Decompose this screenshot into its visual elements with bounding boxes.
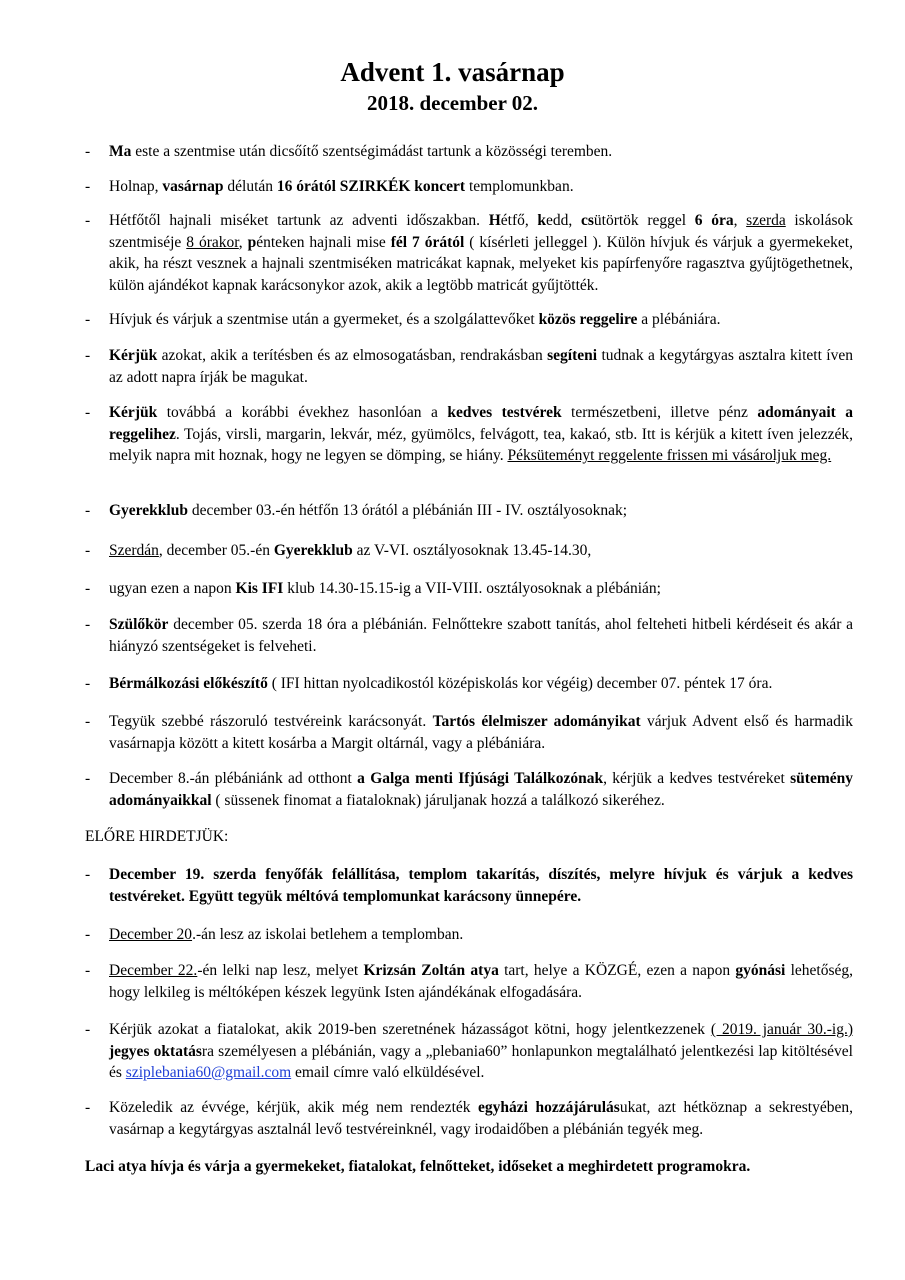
announcement-item: - Szerdán, december 05.-én Gyerekklub az V-VI. osztályosoknak 13.45-14.30, xyxy=(85,542,592,559)
announcement-item: - Ma este a szentmise után dicsőítő szentségimádást tartunk a közösségi teremben. xyxy=(85,143,613,160)
text-segment: ( IFI hittan nyolcadikostól középiskolás kor végéig) december 07. péntek 17 óra. xyxy=(267,675,773,692)
text-segment: étfő, xyxy=(500,212,538,229)
text-segment: December 19. szerda fenyőfák felállítása, templom takarítás, díszítés, melyre hívjuk és várjuk a kedves testvéreket. Együtt tegyük méltóvá templomunkat karácsony ünnepére. xyxy=(109,866,853,905)
announcement-item: - Kérjük továbbá a korábbi évekhez hasonlóan a kedves testvérek természetbeni, illetve pénz adományait a reggelihez. Tojás, virsli, margarin, lekvár, méz, gyümölcs, felvágott, tea, kakaó, stb. Itt is kérjük a kitett íven jelezzék, melyik napra mit hoznak, hogy ne legyen se dömping, se hiány. Péksüteményt reggelente frissen mi vásároljuk meg. xyxy=(85,404,854,464)
text-segment: ütörtök reggel xyxy=(593,212,695,229)
text-segment: Kérjük xyxy=(109,404,158,421)
page-title: Advent 1. vasárnap xyxy=(340,57,565,87)
text-segment: Hétfőtől hajnali miséket tartunk az adventi időszakban. xyxy=(109,212,489,229)
text-segment: énteken hajnali mise xyxy=(256,233,391,251)
text-segment: Bérmálkozási előkészítő xyxy=(109,675,268,692)
text-segment: kedves testvérek xyxy=(447,404,562,421)
upcoming-item: - December 19. szerda fenyőfák felállítása, templom takarítás, díszítés, melyre hívjuk és várjuk a kedves testvéreket. Együtt tegyük méltóvá templomunkat karácsony ünnepére. xyxy=(85,866,853,905)
text-segment: a plébániára. xyxy=(637,311,721,328)
text-segment: H xyxy=(488,212,501,229)
text-segment: cs xyxy=(580,212,594,229)
text-segment: Szerdán xyxy=(109,542,159,559)
text-segment: , xyxy=(733,212,747,229)
text-segment: Közeledik az évvége, kérjük, akik még nem rendezték xyxy=(109,1099,479,1116)
text-segment: azokat, akik a terítésben és az elmosogatásban, rendrakásban xyxy=(157,347,548,364)
text-segment: vasárnap xyxy=(162,178,224,195)
text-segment: este a szentmise után dicsőítő szentségimádást tartunk a közösségi teremben. xyxy=(131,143,613,160)
text-segment: Péksüteményt reggelente frissen mi vásároljuk meg. xyxy=(507,447,832,464)
text-segment: segíteni xyxy=(547,347,598,364)
text-segment: továbbá a korábbi évekhez hasonlóan a xyxy=(157,404,448,421)
text-segment: -én lelki nap lesz, melyet xyxy=(197,962,364,979)
text-segment: December 20 xyxy=(109,926,193,943)
announcement-item: - Holnap, vasárnap délután 16 órától SZIRKÉK koncert templomunkban. xyxy=(85,178,574,195)
text-segment: . Tojás, virsli, margarin, lekvár, méz, gyümölcs, felvágott, tea, kakaó, stb. Itt is kérjük a kitett íven jelezzék, melyik napra mit hoznak, hogy ne legyen se dömping, se hiány. xyxy=(109,425,853,464)
announcement-item: - ugyan ezen a napon Kis IFI klub 14.30-15.15-ig a VII-VIII. osztályosoknak a plébánián; xyxy=(85,580,661,597)
text-segment: ukat, azt hétköznap a sekrestyében, vasárnap a kegytárgyas asztalnál levő testvéreinknél, vagy irodaidőben a plébánián tegyék meg. xyxy=(109,1099,853,1138)
announcement-item: - Gyerekklub december 03.-én hétfőn 13 órától a plébánián III - IV. osztályosoknak; xyxy=(85,502,628,519)
text-segment: iskolások szentmiséje xyxy=(109,212,853,251)
upcoming-item: - December 22.-én lelki nap lesz, melyet Krizsán Zoltán atya tart, helye a KÖZGÉ, ezen a napon gyónási lehetőség, hogy lelkileg is méltóképen készek legyünk Isten ajándékának elfogadására. xyxy=(85,962,853,1001)
announcement-item: - Tegyük szebbé rászoruló testvéreink karácsonyát. Tartós élelmiszer adományikat várjuk Advent első és harmadik vasárnapja között a kitett kosárba a Margit oltárnál, vagy a plébániára. xyxy=(85,713,853,752)
text-segment: Kérjük azokat a fiatalokat, akik 2019-ben szeretnének házasságot kötni, hogy jelentkezzenek xyxy=(109,1021,711,1038)
text-segment: természetbeni, illetve pénz xyxy=(561,404,758,421)
text-segment: , december 05.-én xyxy=(158,542,274,559)
announcement-item: - December 8.-án plébániánk ad otthont a Galga menti Ifjúsági Találkozónak, kérjük a kedves testvéreket sütemény adományaikkal ( süssenek finomat a fiataloknak) járuljanak hozzá a találkozó sikeréhez. xyxy=(85,770,853,809)
text-segment: közös reggelire xyxy=(538,311,638,328)
text-segment: ( kísérleti jelleggel ). Külön hívjuk és várjuk a gyermekeket, akik, ha részt vesznek a hajnali szentmiséken matricákat kapnak, melyeket kis papírfenyőre ragasztva gyűjtögethetnek, külön ajándékot kapnak karácsonykor azok, akik a legtöbb matricát gyűjtötték. xyxy=(109,233,853,294)
text-segment: egyházi hozzájárulás xyxy=(478,1099,620,1116)
text-segment: gyónási xyxy=(735,962,786,979)
announcement-item: - Hívjuk és várjuk a szentmise után a gyermeket, és a szolgálattevőket közös reggelire a plébániára. xyxy=(85,311,721,328)
text-segment: , kérjük a kedves testvéreket xyxy=(603,770,791,787)
text-segment: Kérjük xyxy=(109,347,158,364)
text-segment: Kis IFI xyxy=(235,580,284,597)
text-segment: .-án lesz az iskolai betlehem a templomban. xyxy=(192,926,464,943)
text-segment: fél 7 órától xyxy=(390,233,465,251)
section-heading: ELŐRE HIRDETJÜK: xyxy=(85,828,229,845)
text-segment: sütemény adományaikkal xyxy=(109,770,853,809)
text-segment: , xyxy=(238,233,248,251)
announcement-item: - Kérjük azokat, akik a terítésben és az elmosogatásban, rendrakásban segíteni tudnak a kegytárgyas asztalra kitett íven az adott napra írják be magukat. xyxy=(85,347,853,386)
text-segment: Tegyük szebbé rászoruló testvéreink karácsonyát. xyxy=(109,713,433,730)
text-segment: Gyerekklub xyxy=(273,542,353,559)
text-segment: ra személyesen a plébánián, vagy a „plebania60” honlapunkon megtalálható jelentkezési lap kitöltésével és xyxy=(109,1042,853,1081)
text-segment: December 22. xyxy=(109,962,198,979)
text-segment: Hívjuk és várjuk a szentmise után a gyermeket, és a szolgálattevőket xyxy=(109,311,539,328)
text-segment: Gyerekklub xyxy=(109,502,188,519)
text-segment: Szülőkör xyxy=(109,616,169,633)
text-segment: 6 óra xyxy=(694,212,734,229)
text-segment: tart, helye a KÖZGÉ, ezen a napon xyxy=(498,962,736,979)
text-segment: tudnak a kegytárgyas asztalra kitett íven az adott napra írják be magukat. xyxy=(109,347,853,386)
text-segment: Krizsán Zoltán atya xyxy=(363,962,499,979)
text-segment: adományait a reggelihez xyxy=(109,404,854,443)
upcoming-item: - Kérjük azokat a fiatalokat, akik 2019-ben szeretnének házasságot kötni, hogy jelentkezzenek ( 2019. január 30.-ig.) jegyes oktatásra személyesen a plébánián, vagy a „plebania60” honlapunkon megtalálható jelentkezési lap kitöltésével és sziplebania60@gmail.com email címre való elküldésével. xyxy=(85,1021,853,1081)
announcement-item: - Bérmálkozási előkészítő ( IFI hittan nyolcadikostól középiskolás kor végéig) december 07. péntek 17 óra. xyxy=(85,675,773,692)
text-segment: várjuk Advent első és harmadik vasárnapja között a kitett kosárba a Margit oltárnál, vagy a plébániára. xyxy=(109,713,853,752)
page-date: 2018. december 02. xyxy=(366,91,539,115)
text-segment: szerda xyxy=(746,212,786,229)
text-segment: December 8.-án plébániánk ad otthont xyxy=(109,770,358,787)
email-link[interactable]: sziplebania60@gmail.com xyxy=(125,1064,292,1081)
text-segment: jegyes oktatás xyxy=(109,1042,202,1060)
text-segment: Holnap, xyxy=(109,178,163,195)
text-segment: Ma xyxy=(109,143,132,160)
text-segment: p xyxy=(247,233,257,251)
text-segment: ( süssenek finomat a fiataloknak) járuljanak hozzá a találkozó sikeréhez. xyxy=(211,791,665,809)
text-segment: ( 2019. január 30.-ig.) xyxy=(710,1021,853,1038)
upcoming-item: - December 20.-án lesz az iskolai betlehem a templomban. xyxy=(85,926,464,943)
text-segment: az V-VI. osztályosoknak 13.45-14.30, xyxy=(352,542,592,559)
text-segment: Tartós élelmiszer adományikat xyxy=(432,713,641,730)
text-segment: a Galga menti Ifjúsági Találkozónak xyxy=(357,770,604,787)
closing-line: Laci atya hívja és várja a gyermekeket, fiatalokat, felnőtteket, időseket a meghirdetett programokra. xyxy=(85,1158,751,1175)
text-segment: december 05. szerda 18 óra a plébánián. Felnőttekre szabott tanítás, ahol felteheti hitbeli kérdéseit és akár a hiányzó szentségeket is felveheti. xyxy=(109,616,853,655)
upcoming-item: - Közeledik az évvége, kérjük, akik még nem rendezték egyházi hozzájárulásukat, azt hétköznap a sekrestyében, vasárnap a kegytárgyas asztalnál levő testvéreinknél, vagy irodaidőben a plébánián tegyék meg. xyxy=(85,1099,853,1138)
text-segment: lehetőség, hogy lelkileg is méltóképen készek legyünk Isten ajándékának elfogadására. xyxy=(109,962,853,1001)
announcement-item: - Hétfőtől hajnali miséket tartunk az adventi időszakban. Hétfő, kedd, csütörtök reggel 6 óra, szerda iskolások szentmiséje 8 órakor, pénteken hajnali mise fél 7 órától ( kísérleti jelleggel ). Külön hívjuk és várjuk a gyermekeket, akik, ha részt vesznek a hajnali szentmiséken matricákat kapnak, melyeket kis papírfenyőre ragasztva gyűjtögethetnek, külön ajándékot kapnak karácsonykor azok, akik a legtöbb matricát gyűjtötték. xyxy=(85,212,853,294)
text-segment: délután xyxy=(223,178,277,195)
text-segment: templomunkban. xyxy=(465,178,574,195)
text-segment: klub 14.30-15.15-ig a VII-VIII. osztályosoknak a plébánián; xyxy=(283,580,661,597)
text-segment: 8 órakor xyxy=(186,233,239,251)
text-segment: december 03.-én hétfőn 13 órától a plébánián III - IV. osztályosoknak; xyxy=(187,502,628,519)
text-segment: k xyxy=(537,212,547,229)
text-segment: 16 órától SZIRKÉK koncert xyxy=(276,178,466,195)
text-segment: email címre való elküldésével. xyxy=(291,1064,485,1081)
text-segment: ugyan ezen a napon xyxy=(109,580,236,597)
announcement-item: - Szülőkör december 05. szerda 18 óra a plébánián. Felnőttekre szabott tanítás, ahol felteheti hitbeli kérdéseit és akár a hiányzó szentségeket is felveheti. xyxy=(85,616,853,655)
text-segment: edd, xyxy=(546,212,581,229)
